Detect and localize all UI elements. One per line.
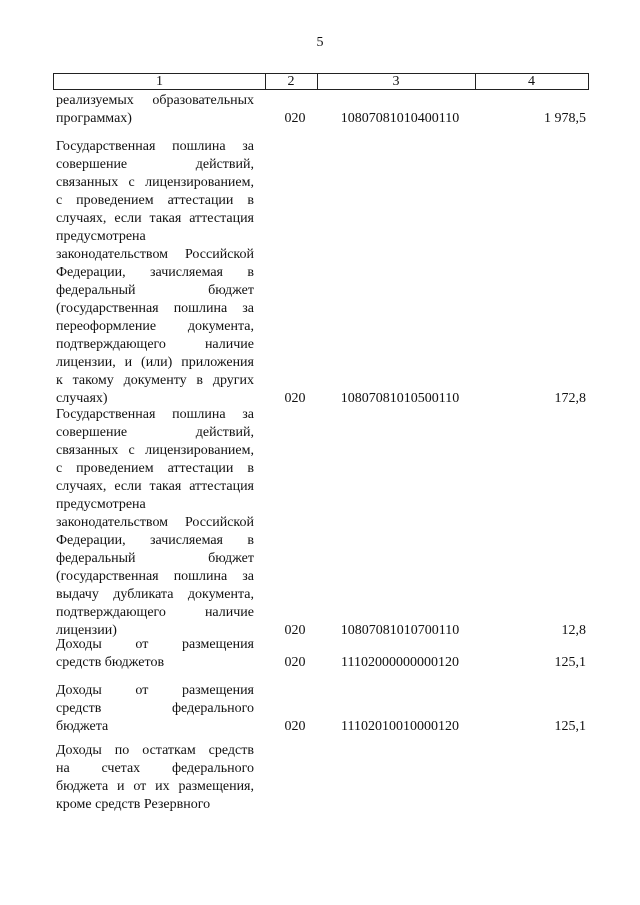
row-kbk: 10807081010700110 xyxy=(340,623,460,638)
description-line: к такому документу в других xyxy=(56,373,254,388)
row-kbk: 11102000000000120 xyxy=(341,655,459,670)
row-code: 020 xyxy=(284,111,306,126)
row-description xyxy=(56,682,254,736)
description-line: переоформление документа, xyxy=(56,319,254,334)
description-line: с проведением аттестации в xyxy=(56,461,254,476)
row-description xyxy=(56,92,254,128)
description-line: случаях, если такая аттестация xyxy=(56,211,254,226)
description-line: Доходы от размещения xyxy=(56,683,254,698)
description-line: предусмотрена xyxy=(56,497,146,512)
header-col-2: 2 xyxy=(265,74,318,89)
description-line: бюджета xyxy=(56,719,109,734)
description-line: подтверждающего наличие xyxy=(56,337,254,352)
row-amount: 12,8 xyxy=(561,623,586,638)
description-line: с проведением аттестации в xyxy=(56,193,254,208)
row-description xyxy=(56,742,254,814)
description-line: предусмотрена xyxy=(56,229,146,244)
description-line: Федерации, зачисляемая в xyxy=(56,533,254,548)
description-line: Государственная пошлина за xyxy=(56,139,254,154)
row-code: 020 xyxy=(284,655,306,670)
row-code: 020 xyxy=(284,391,306,406)
description-line: на счетах федерального xyxy=(56,761,254,776)
row-amount: 125,1 xyxy=(554,719,586,734)
page-number: 5 xyxy=(316,35,324,50)
row-kbk: 10807081010500110 xyxy=(340,391,460,406)
description-line: законодательством Российской xyxy=(56,515,254,530)
description-line: совершение действий, xyxy=(56,157,254,172)
description-line: совершение действий, xyxy=(56,425,254,440)
description-line: связанных с лицензированием, xyxy=(56,175,254,190)
table-header-row xyxy=(53,73,589,90)
description-line: (государственная пошлина за xyxy=(56,569,254,584)
header-col-3: 3 xyxy=(317,74,476,89)
description-line: Доходы от размещения xyxy=(56,637,254,652)
description-line: федеральный бюджет xyxy=(56,283,254,298)
description-line: случаях, если такая аттестация xyxy=(56,479,254,494)
description-line: Доходы по остаткам средств xyxy=(56,743,254,758)
description-line: программах) xyxy=(56,111,132,126)
row-description xyxy=(56,636,254,672)
header-col-1: 1 xyxy=(54,74,266,89)
row-kbk: 11102010010000120 xyxy=(341,719,459,734)
row-amount: 125,1 xyxy=(554,655,586,670)
description-line: бюджета и от их размещения, xyxy=(56,779,254,794)
description-line: законодательством Российской xyxy=(56,247,254,262)
row-code: 020 xyxy=(284,719,306,734)
description-line: средств федерального xyxy=(56,701,254,716)
row-code: 020 xyxy=(284,623,306,638)
description-line: подтверждающего наличие xyxy=(56,605,254,620)
description-line: лицензии, и (или) приложения xyxy=(56,355,254,370)
description-line: кроме средств Резервного xyxy=(56,797,211,812)
row-kbk: 10807081010400110 xyxy=(340,111,460,126)
description-line: федеральный бюджет xyxy=(56,551,254,566)
description-line: Государственная пошлина за xyxy=(56,407,254,422)
description-line: лицензии) xyxy=(56,623,117,638)
row-amount: 172,8 xyxy=(554,391,586,406)
row-description xyxy=(56,138,254,408)
description-line: выдачу дубликата документа, xyxy=(56,587,254,602)
row-amount: 1 978,5 xyxy=(544,111,586,126)
description-line: связанных с лицензированием, xyxy=(56,443,254,458)
header-col-4: 4 xyxy=(528,74,535,89)
description-line: реализуемых образовательных xyxy=(56,93,254,108)
row-description xyxy=(56,406,254,640)
description-line: (государственная пошлина за xyxy=(56,301,254,316)
description-line: средств бюджетов xyxy=(56,655,165,670)
description-line: Федерации, зачисляемая в xyxy=(56,265,254,280)
description-line: случаях) xyxy=(56,391,108,406)
